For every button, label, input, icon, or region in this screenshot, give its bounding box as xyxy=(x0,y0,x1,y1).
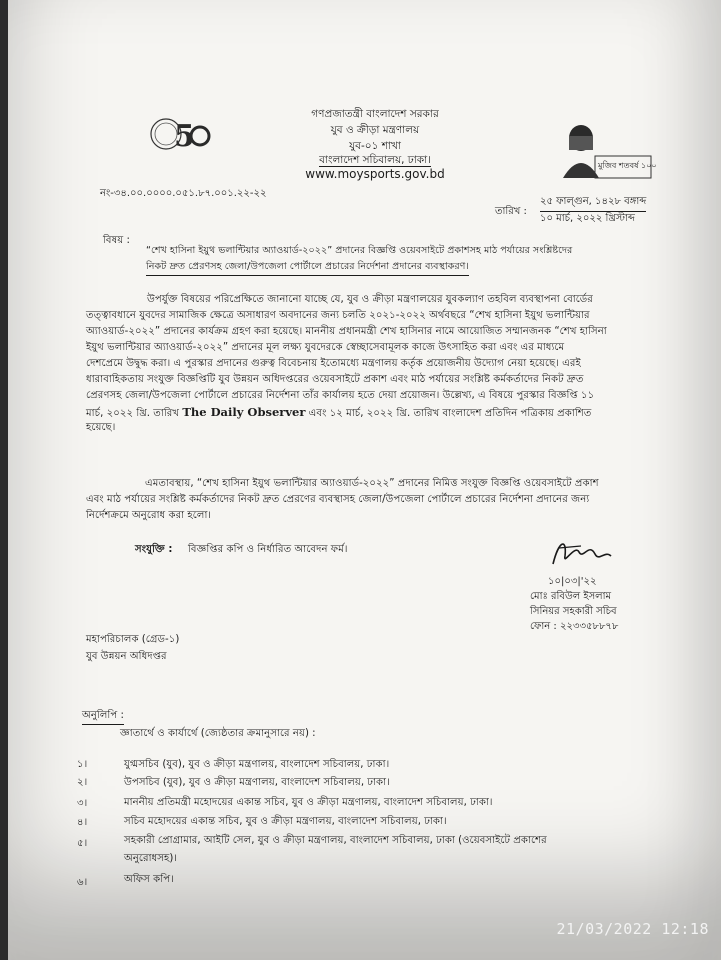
date-bangla: ২৫ ফাল্গুন, ১৪২৮ বঙ্গাব্দ xyxy=(540,194,646,212)
attachment-label: সংযুক্তি : xyxy=(135,544,173,555)
header-secretariat: বাংলাদেশ সচিবালয়, ঢাকা। xyxy=(319,154,431,166)
cc-item-6-num: ৬। xyxy=(77,877,88,888)
cc-item-6: অফিস কপি। xyxy=(124,874,174,885)
cc-item-5: সহকারী প্রোগ্রামার, আইটি সেল, যুব ও ক্রীড়া মন্ত্রণালয়, বাংলাদেশ সচিবালয়, ঢাকা (ওয়েবসাইটে প্রকাশের xyxy=(124,835,547,846)
para1-line-6: ধারাবাহিকতায় সংযুক্ত বিজ্ঞপ্তিটি যুব উন্নয়ন অধিদপ্তরের ওয়েবসাইটে প্রকাশ এবং মাঠ পর্যায়ের সংশ্লিষ্ট কর্মকর্তাদের নিকট দ্রুত xyxy=(86,374,584,385)
cc-title: অনুলিপি : xyxy=(82,708,124,725)
subject-line-2: নিকট দ্রুত প্রেরণসহ জেলা/উপজেলা পোর্টালে প্রচারের নির্দেশনা প্রদানের ব্যবস্থাকরণ। xyxy=(146,259,469,276)
mujib-logo-text: মুজিব শতবর্ষ ১০০ xyxy=(598,161,657,170)
header-website[interactable]: www.moysports.gov.bd xyxy=(305,167,445,181)
para1-line-8c: এবং ১২ মার্চ, ২০২২ খ্রি. তারিখ বাংলাদেশ প্রতিদিন পত্রিকায় প্রকাশিত xyxy=(305,408,592,419)
golden-jubilee-logo xyxy=(148,108,212,160)
photo-timestamp: 21/03/2022 12:18 xyxy=(556,920,709,938)
para1-line-3: অ্যাওয়ার্ড-২০২২” প্রদানের কার্যক্রম গ্রহণ করা হয়েছে। মাননীয় প্রধানমন্ত্রী শেখ হাসিনার নামে আয়োজিত সম্মানজনক “শেখ হাসিনা xyxy=(86,326,607,337)
para2-line-2: এবং মাঠ পর্যায়ের সংশ্লিষ্ট কর্মকর্তাদের নিকট দ্রুত প্রেরণের ব্যবস্থাসহ জেলা/উপজেলা পোর্টালে প্রচারের নির্দেশনা প্রদানের জন্য xyxy=(86,494,590,505)
para1-line-8a: মার্চ, ২০২২ খ্রি. তারিখ xyxy=(86,408,183,419)
header-branch: যুব-০১ শাখা xyxy=(349,140,401,152)
para1-line-8 xyxy=(86,404,591,422)
memo-number: নং-৩৪.০০.০০০০.০৫১.৮৭.০০১.২২-২২ xyxy=(100,188,267,199)
para1-line-7: প্রেরণসহ জেলা/উপজেলা পোর্টালে প্রচারের নির্দেশনা তাঁর কার্যালয় হতে দেয়া প্রয়োজন। উল্লেখ্য, এ বিষয়ে পুরস্কার বিজ্ঞপ্তি ১১ xyxy=(86,390,595,401)
header-ministry: যুব ও ক্রীড়া মন্ত্রণালয় xyxy=(330,124,420,136)
signatory-name: মোঃ রবিউল ইসলাম xyxy=(530,591,612,602)
para1-line-2: তত্ত্বাবধানে যুবদের সামাজিক ক্ষেত্রে অসাধারণ অবদানের জন্য চলতি ২০২১-২০২২ অর্থবছরে “শেখ হাসিনা ইয়ুথ ভলান্টিয়ার xyxy=(86,310,590,321)
date-label: তারিখ : xyxy=(495,206,527,217)
cc-item-1-num: ১। xyxy=(77,759,88,770)
cc-item-5-num: ৫। xyxy=(77,838,88,849)
para1-line-1: উপর্যুক্ত বিষয়ের পরিপ্রেক্ষিতে জানানো যাচ্ছে যে, যুব ও ক্রীড়া মন্ত্রণালয়ের যুবকল্যাণ তহবিল ব্যবস্থাপনা বোর্ডের xyxy=(147,294,593,305)
cc-item-2-num: ২। xyxy=(77,777,88,788)
recipient-line-2: যুব উন্নয়ন অধিদপ্তর xyxy=(86,651,167,662)
svg-text:5: 5 xyxy=(174,119,195,154)
subject-line-1: “শেখ হাসিনা ইয়ুথ ভলান্টিয়ার অ্যাওয়ার্ড-২০২২” প্রদানের বিজ্ঞপ্তি ওয়েবসাইটে প্রকাশসহ মাঠ পর্যায়ের সংশ্লিষ্টদের xyxy=(146,245,573,256)
para1-line-4: ইয়ুথ ভলান্টিয়ার অ্যাওয়ার্ড-২০২২” প্রদানের মূল লক্ষ্য যুবদেরকে স্বেচ্ছাসেবামূলক কাজে উৎসাহিত করা এবং এর মাধ্যমে xyxy=(86,342,565,353)
para2-line-3: নির্দেশক্রমে অনুরোধ করা হলো। xyxy=(86,510,212,521)
attachment-text: বিজ্ঞপ্তির কপি ও নির্ধারিত আবেদন ফর্ম। xyxy=(188,544,348,555)
handwritten-signature xyxy=(545,534,615,574)
cc-item-3-num: ৩। xyxy=(77,798,88,809)
cc-item-4-num: ৪। xyxy=(77,817,88,828)
date-gregorian: ১০ মার্চ, ২০২২ খ্রিস্টাব্দ xyxy=(540,213,635,224)
cc-item-2: উপসচিব (যুব), যুব ও ক্রীড়া মন্ত্রণালয়, বাংলাদেশ সচিবালয়, ঢাকা। xyxy=(124,777,390,788)
cc-subtitle: জ্ঞাতার্থে ও কার্যার্থে (জ্যেষ্ঠতার ক্রমানুসারে নয়) : xyxy=(120,728,316,739)
para1-line-5: দেশপ্রেমে উদ্বুদ্ধ করা। এ পুরস্কার প্রদানের গুরুত্ব বিবেচনায় ইতোমধ্যে মন্ত্রণালয় কর্তৃক প্রয়োজনীয় উদ্যোগ নেয়া হয়েছে। এরই xyxy=(86,358,581,369)
cc-item-4: সচিব মহোদয়ের একান্ত সচিব, যুব ও ক্রীড়া মন্ত্রণালয়, বাংলাদেশ সচিবালয়, ঢাকা। xyxy=(124,816,447,827)
cc-item-3: মাননীয় প্রতিমন্ত্রী মহোদয়ের একান্ত সচিব, যুব ও ক্রীড়া মন্ত্রণালয়, বাংলাদেশ সচিবালয়, ঢাকা। xyxy=(124,797,493,808)
cc-item-5-cont: অনুরোধসহ)। xyxy=(124,853,177,864)
signature-date: ১০|০৩|'২২ xyxy=(548,576,597,587)
signatory-designation: সিনিয়র সহকারী সচিব xyxy=(530,606,617,617)
newspaper-observer: The Daily Observer xyxy=(182,405,306,419)
cc-item-1: যুগ্মসচিব (যুব), যুব ও ক্রীড়া মন্ত্রণালয়, বাংলাদেশ সচিবালয়, ঢাকা। xyxy=(124,759,390,770)
para2-line-1: এমতাবস্থায়, “শেখ হাসিনা ইয়ুথ ভলান্টিয়ার অ্যাওয়ার্ড-২০২২” প্রদানের নিমিত্ত সংযুক্ত বিজ্ঞপ্তি ওয়েবসাইটে প্রকাশ xyxy=(145,478,599,489)
para1-line-9: হয়েছে। xyxy=(86,422,116,433)
recipient-line-1: মহাপরিচালক (গ্রেড-১) xyxy=(86,634,180,645)
subject-label: বিষয় : xyxy=(103,235,130,246)
header-govt: গণপ্রজাতন্ত্রী বাংলাদেশ সরকার xyxy=(311,108,439,120)
signatory-phone: ফোন : ২২৩৩৫৮৮৭৮ xyxy=(530,621,619,632)
